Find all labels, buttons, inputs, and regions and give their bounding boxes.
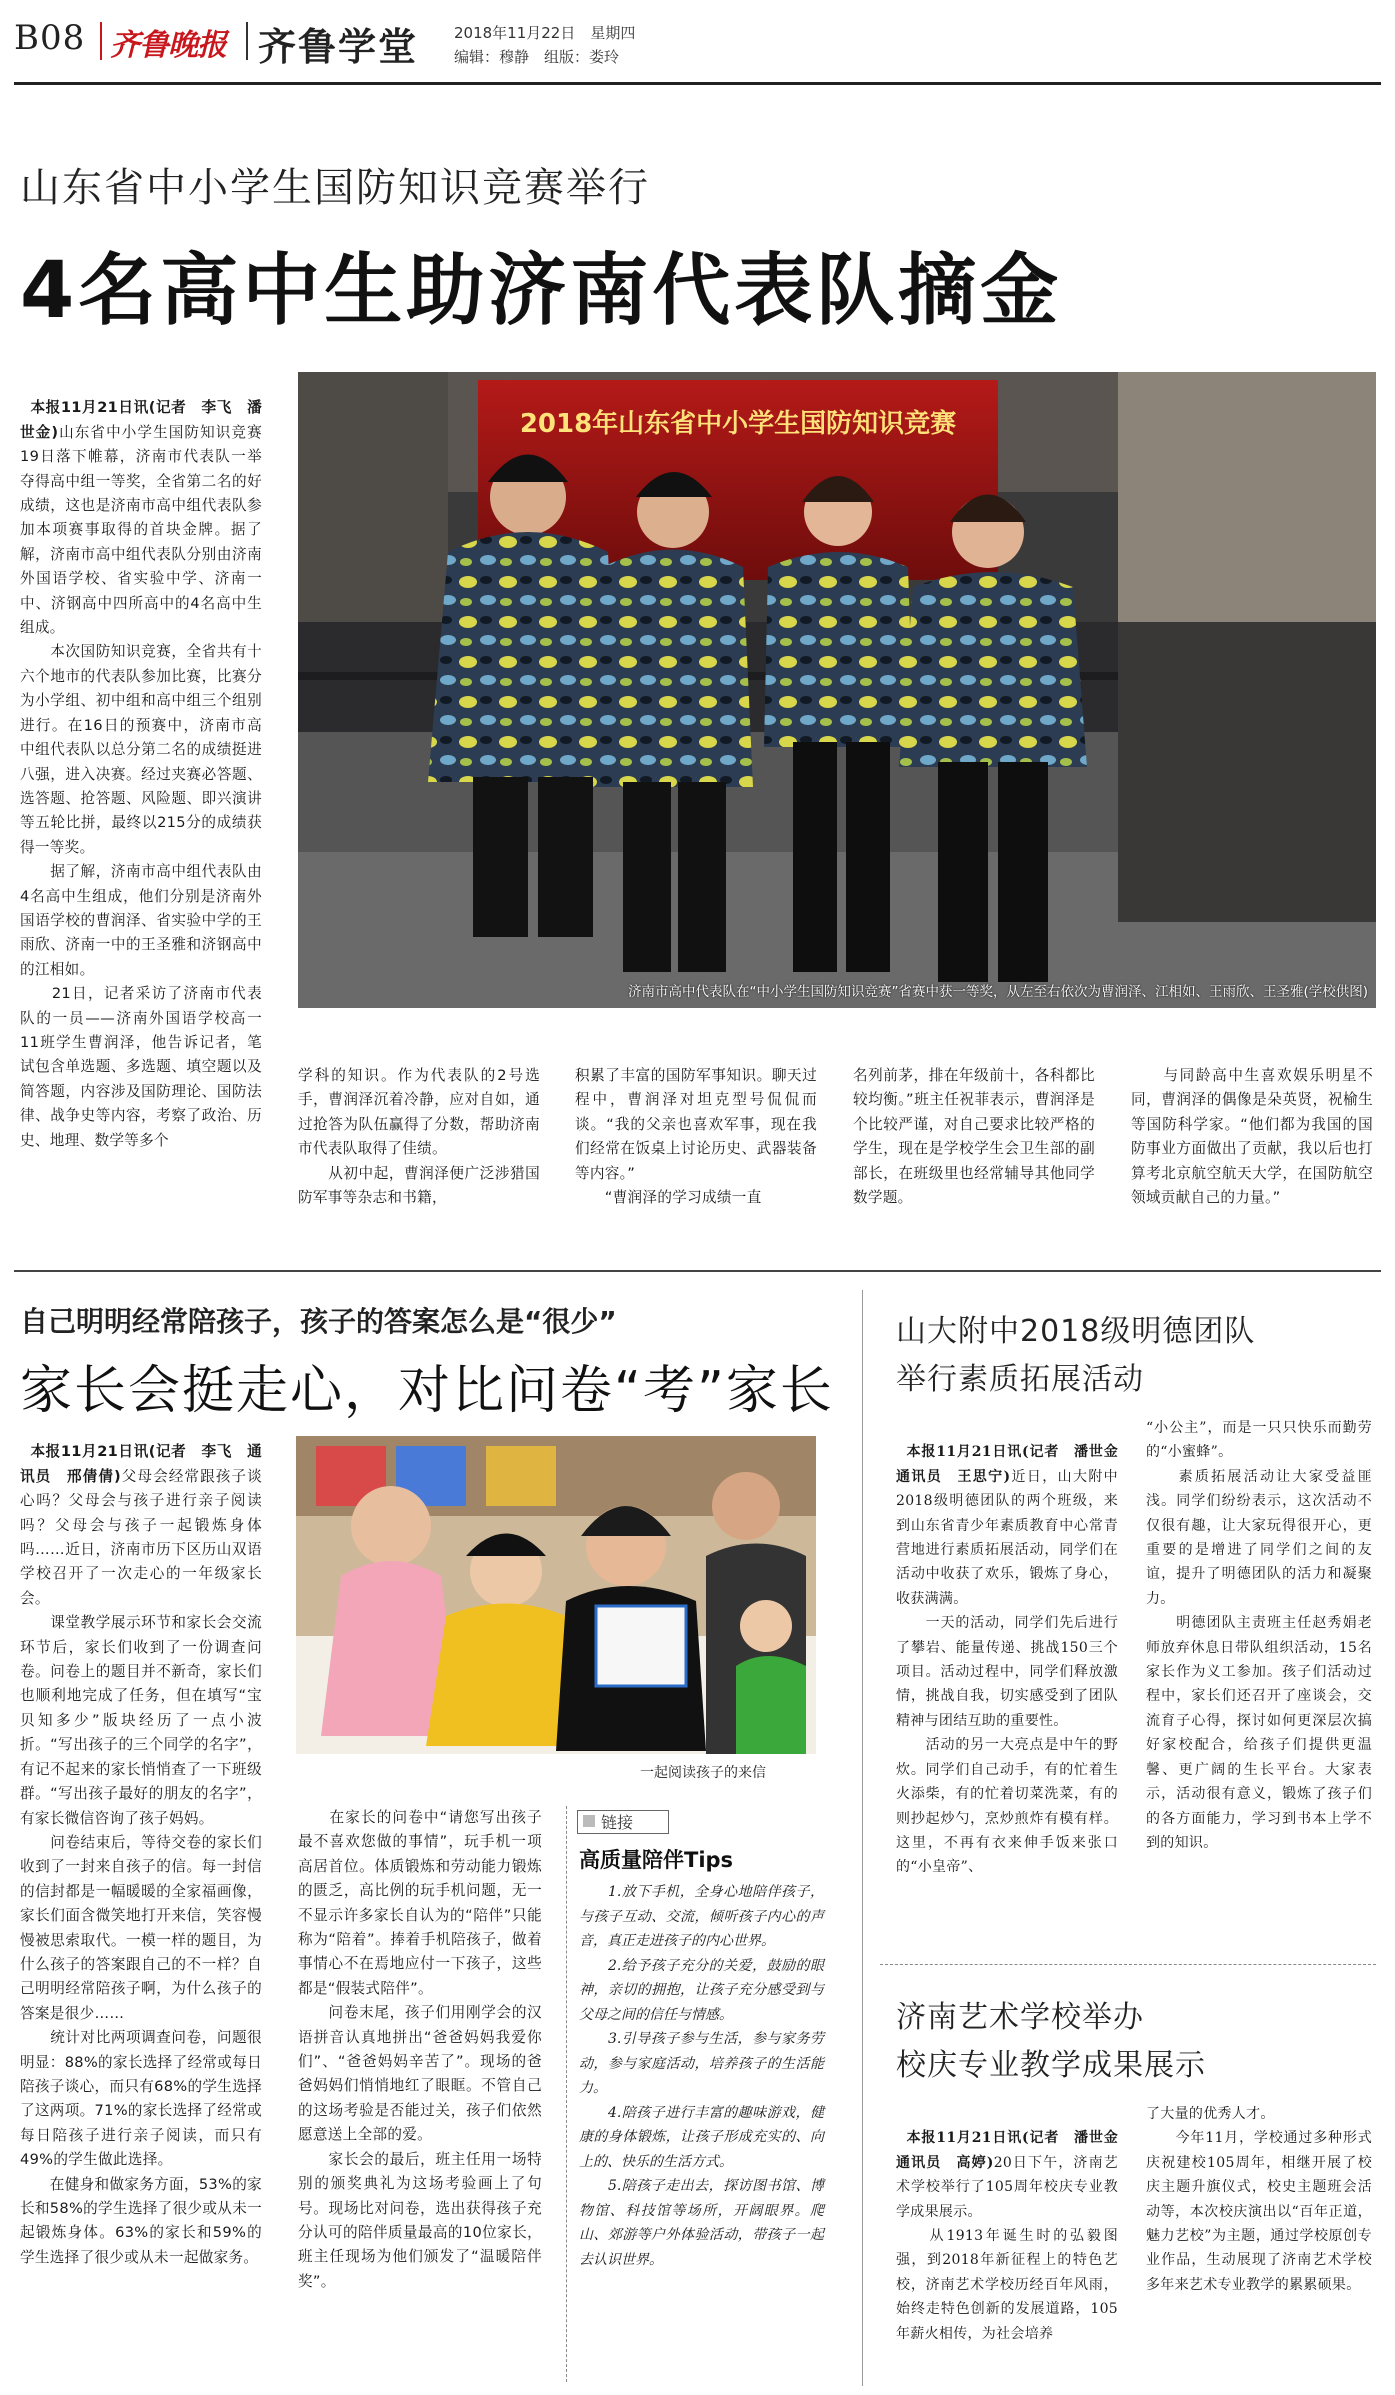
photo-banner-text: 2018年山东省中小学生国防知识竞赛 xyxy=(519,409,957,439)
article3-headline-line1: 山大附中2018级明德团队 xyxy=(896,1314,1256,1349)
tips-list xyxy=(579,1880,824,2272)
article1-headline: 4名高中生助济南代表队摘金 xyxy=(20,246,1063,336)
tip-item: 2.给予孩子充分的关爱，鼓励的眼神，亲切的拥抱，让孩子充分感受到与父母之间的信任与情感。 xyxy=(579,1957,824,2023)
masthead-divider-2 xyxy=(246,22,248,60)
column-divider xyxy=(862,1290,863,2386)
page-code: B08 xyxy=(14,18,86,58)
article2-photo xyxy=(296,1436,816,1754)
article1-col4: 名列前茅，排在年级前十，各科都比较均衡。”班主任祝菲表示，曹润泽是个比较严谨，对自己要求比较严格的学生，现在是学校学生会卫生部的副部长，在班级里也经常辅导其他同学数学题。 xyxy=(853,1067,1095,1207)
tip-item: 1.放下手机，全身心地陪伴孩子，与孩子互动、交流，倾听孩子内心的声音，真正走进孩子的内心世界。 xyxy=(579,1884,824,1949)
article2-col1 xyxy=(20,1416,262,2270)
article1-col1-text: 山东省中小学生国防知识竞赛19日落下帷幕，济南市代表队一举夺得高中组一等奖，全省第二名的好成绩，这也是济南市高中组代表队参加本项赛事取得的首块金牌。据了解，济南市高中组代表队分别由济南外国语学校、省实验中学、济南一中、济钢高中四所高中的4名高中生组成。 本次国防知识竞赛，全省共有十六个地市的代表队参加比赛，比赛分为小学组、初中组和高中组三个组别进行。在16日的预赛中，济南市高中组代表队以总分第二名的成绩挺进八强，进入决赛。经过夹赛必答题、选答题、抢答题、风险题、即兴演讲等五轮比拼，最终以215分的成绩获得一等奖。 据了解，济南市高中组代表队由4名高中生组成，他们分别是济南外国语学校的曹润泽、省实验中学的王雨欣、济南一中的王圣雅和济钢高中的江相如。 21日，记者采访了济南市代表队的一员——济南外国语学校高一11班学生曹润泽，他告诉记者，笔试包含单选题、多选题、填空题以及简答题，内容涉及国防理论、国防法律、战争史等内容，考察了政治、历史、地理、数学等多个 xyxy=(20,423,262,1149)
article2-lead: 本报11月21日讯(记者 李飞 通讯员 邢倩倩) xyxy=(20,1443,262,1485)
article2-kicker: 自己明明经常陪孩子，孩子的答案怎么是“很少” xyxy=(20,1305,617,1338)
article1-photo-caption: 济南市高中代表队在“中小学生国防知识竞赛”省赛中获一等奖，从左至右依次为曹润泽、江相如、王雨欣、王圣雅(学校供图) xyxy=(627,984,1368,1000)
article1-col3: 积累了丰富的国防军事知识。聊天过程中，曹润泽对坦克型号侃侃而谈。“我的父亲也喜欢军事，现在我们经常在饭桌上讨论历史、武器装备等内容。” “曹润泽的学习成绩一直 xyxy=(575,1067,817,1207)
article-divider xyxy=(880,1964,1376,1965)
tips-sidebar xyxy=(566,1806,829,2382)
section-title: 齐鲁学堂 xyxy=(258,25,419,69)
article4-col2: 了大量的优秀人才。 今年11月，学校通过多种形式庆祝建校105周年，相继开展了校庆主题升旗仪式，校史主题班会活动等，本次校庆演出以“百年正道，魅力艺校”为主题，通过学校原创专业作品，生动展现了济南艺术学校多年来艺术专业教学的累累硕果。 xyxy=(1146,2106,1372,2293)
staff-line: 编辑：穆静 组版：娄玲 xyxy=(454,48,620,66)
article4-lead: 本报11月21日讯(记者 潘世金 通讯员 高婷) xyxy=(896,2130,1133,2171)
sidebar-tag: 链接 xyxy=(601,1813,634,1832)
article1-col5: 与同龄高中生喜欢娱乐明星不同，曹润泽的偶像是朵英贤，祝榆生等国防科学家。“他们都为我国的国防事业方面做出了贡献，我以后也打算考北京航空航天大学，在国防航空领域贡献自己的力量。” xyxy=(1131,1067,1373,1207)
tip-item: 3.引导孩子参与生活，参与家务劳动，参与家庭活动，培养孩子的生活能力。 xyxy=(579,2031,824,2096)
article1-col1 xyxy=(20,372,262,1153)
date-line: 2018年11月22日 星期四 xyxy=(454,24,636,42)
article2-photo-caption: 一起阅读孩子的来信 xyxy=(640,1765,766,1781)
article4-col1-text: 20日下午，济南艺术学校举行了105周年校庆专业教学成果展示。 从1913年诞生时的弘毅图强，到2018年新征程上的特色艺校，济南艺术学校历经百年风雨，始终走特色创新的发展道路，105年薪火相传，为社会培养 xyxy=(896,2154,1118,2342)
sidebar-title: 高质量陪伴Tips xyxy=(579,1848,734,1872)
link-icon xyxy=(583,1815,595,1827)
article3-headline-line2: 举行素质拓展活动 xyxy=(896,1362,1144,1397)
article3-col2: “小公主”，而是一只只快乐而勤劳的“小蜜蜂”。 素质拓展活动让大家受益匪浅。同学们纷纷表示，这次活动不仅很有趣，让大家玩得很开心，更重要的是增进了同学们之间的友谊，提升了明德团队的活力和凝聚力。 明德团队主责班主任赵秀娟老师放弃休息日带队组织活动，15名家长作为义工参加。孩子们活动过程中，家长们还召开了座谈会，交流育子心得，探讨如何更深层次搞好家校配合，给孩子们提供更温馨、更广阔的生长平台。大家表示，活动很有意义，锻炼了孩子们的各方面能力，学习到书本上学不到的知识。 xyxy=(1146,1420,1372,1851)
article3-lead: 本报11月21日讯(记者 潘世金 通讯员 王思宁) xyxy=(896,1444,1133,1485)
article1-kicker: 山东省中小学生国防知识竞赛举行 xyxy=(20,165,650,211)
article3-col1-text: 近日，山大附中2018级明德团队的两个班级，来到山东省青少年素质教育中心常青营地进行素质拓展活动，同学们在活动中收获了欢乐，锻炼了身心，收获满满。 一天的活动，同学们先后进行了攀岩、能量传递、挑战150三个项目。活动过程中，同学们释放激情，挑战自我，切实感受到了团队精神与团结互助的重要性。 活动的另一大亮点是中午的野炊。同学们自己动手，有的忙着生火添柴，有的忙着切菜洗菜，有的则抄起炒勺，烹炒煎炸有模有样。这里，不再有衣来伸手饭来张口的“小皇帝”、 xyxy=(896,1468,1118,1876)
paper-logo: 齐鲁晚报 xyxy=(110,28,226,63)
article2-headline: 家长会挺走心，对比问卷“考”家长 xyxy=(20,1361,834,1421)
tip-item: 4.陪孩子进行丰富的趣味游戏，健康的身体锻炼，让孩子形成充实的、向上的、快乐的生活方式。 xyxy=(579,2104,824,2170)
article1-lead: 本报11月21日讯(记者 李飞 潘世金) xyxy=(20,399,262,441)
photo-students-svg xyxy=(298,372,1376,1008)
article1-col2: 学科的知识。作为代表队的2号选手，曹润泽沉着冷静，应对自如，通过抢答为队伍赢得了分数，帮助济南市代表队取得了佳绩。 从初中起，曹润泽便广泛涉猎国防军事等杂志和书籍， xyxy=(298,1067,540,1207)
masthead-divider xyxy=(100,22,102,60)
article4-headline-line2: 校庆专业教学成果展示 xyxy=(896,2048,1206,2083)
article2-col1-text: 父母会经常跟孩子谈心吗？父母会与孩子进行亲子阅读吗？父母会与孩子一起锻炼身体吗……近日，济南市历下区历山双语学校召开了一次走心的一年级家长会。 课堂教学展示环节和家长会交流环节后，家长们收到了一份调查问卷。问卷上的题目并不新奇，家长们也顺利地完成了任务，但在填写“宝贝知多少”版块经历了一点小波折。“写出孩子的三个同学的名字”，有记不起来的家长悄悄查了一下班级群。“写出孩子最好的朋友的名字”，有家长微信咨询了孩子妈妈。 问卷结束后，等待交卷的家长们收到了一封来自孩子的信。每一封信的信封都是一幅暖暖的全家福画像，家长们面含微笑地打开来信，笑容慢慢被思索取代。一模一样的题目，为什么孩子的答案跟自己的不一样？自己明明经常陪孩子啊，为什么孩子的答案是很少…… 统计对比两项调查问卷，问题很明显：88%的家长选择了经常或每日陪孩子谈心，而只有68%的学生选择了这两项。71%的家长选择了经常或每日陪孩子进行亲子阅读，而只有49%的学生做此选择。 在健身和做家务方面，53%的家长和58%的学生选择了很少或从未一起锻炼身体。63%的家长和59%的学生选择了很少或从未一起做家务。 xyxy=(20,1467,262,2266)
photo-reading-svg xyxy=(296,1436,816,1754)
article2-col2: 在家长的问卷中“请您写出孩子最不喜欢您做的事情”，玩手机一项高居首位。体质锻炼和劳动能力锻炼的匮乏，高比例的玩手机问题，无一不显示许多家长自认为的“陪伴”只能称为“陪着”。捧着手机陪孩子，做着事情心不在焉地应付一下孩子，这些都是“假装式陪伴”。 问卷末尾，孩子们用刚学会的汉语拼音认真地拼出“爸爸妈妈我爱你们”、“爸爸妈妈辛苦了”。现场的爸爸妈妈们悄悄地红了眼眶。不管自己的这场考验是否能过关，孩子们依然愿意送上全部的爱。 家长会的最后，班主任用一场特别的颁奖典礼为这场考验画上了句号。现场比对问卷，选出获得孩子充分认可的陪伴质量最高的10位家长，班主任现场为他们颁发了“温暖陪伴奖”。 xyxy=(298,1809,542,2290)
article1-photo xyxy=(298,372,1376,1008)
tip-item: 5.陪孩子走出去，探访图书馆、博物馆、科技馆等场所，开阔眼界。爬山、郊游等户外体验活动，带孩子一起去认识世界。 xyxy=(579,2178,824,2268)
article4-headline-line1: 济南艺术学校举办 xyxy=(896,2000,1144,2035)
masthead xyxy=(0,0,1395,80)
masthead-rule xyxy=(14,82,1381,85)
section-rule-1 xyxy=(14,1270,1381,1272)
article3-col1 xyxy=(896,1416,1133,1880)
article4-col1 xyxy=(896,2102,1133,2346)
